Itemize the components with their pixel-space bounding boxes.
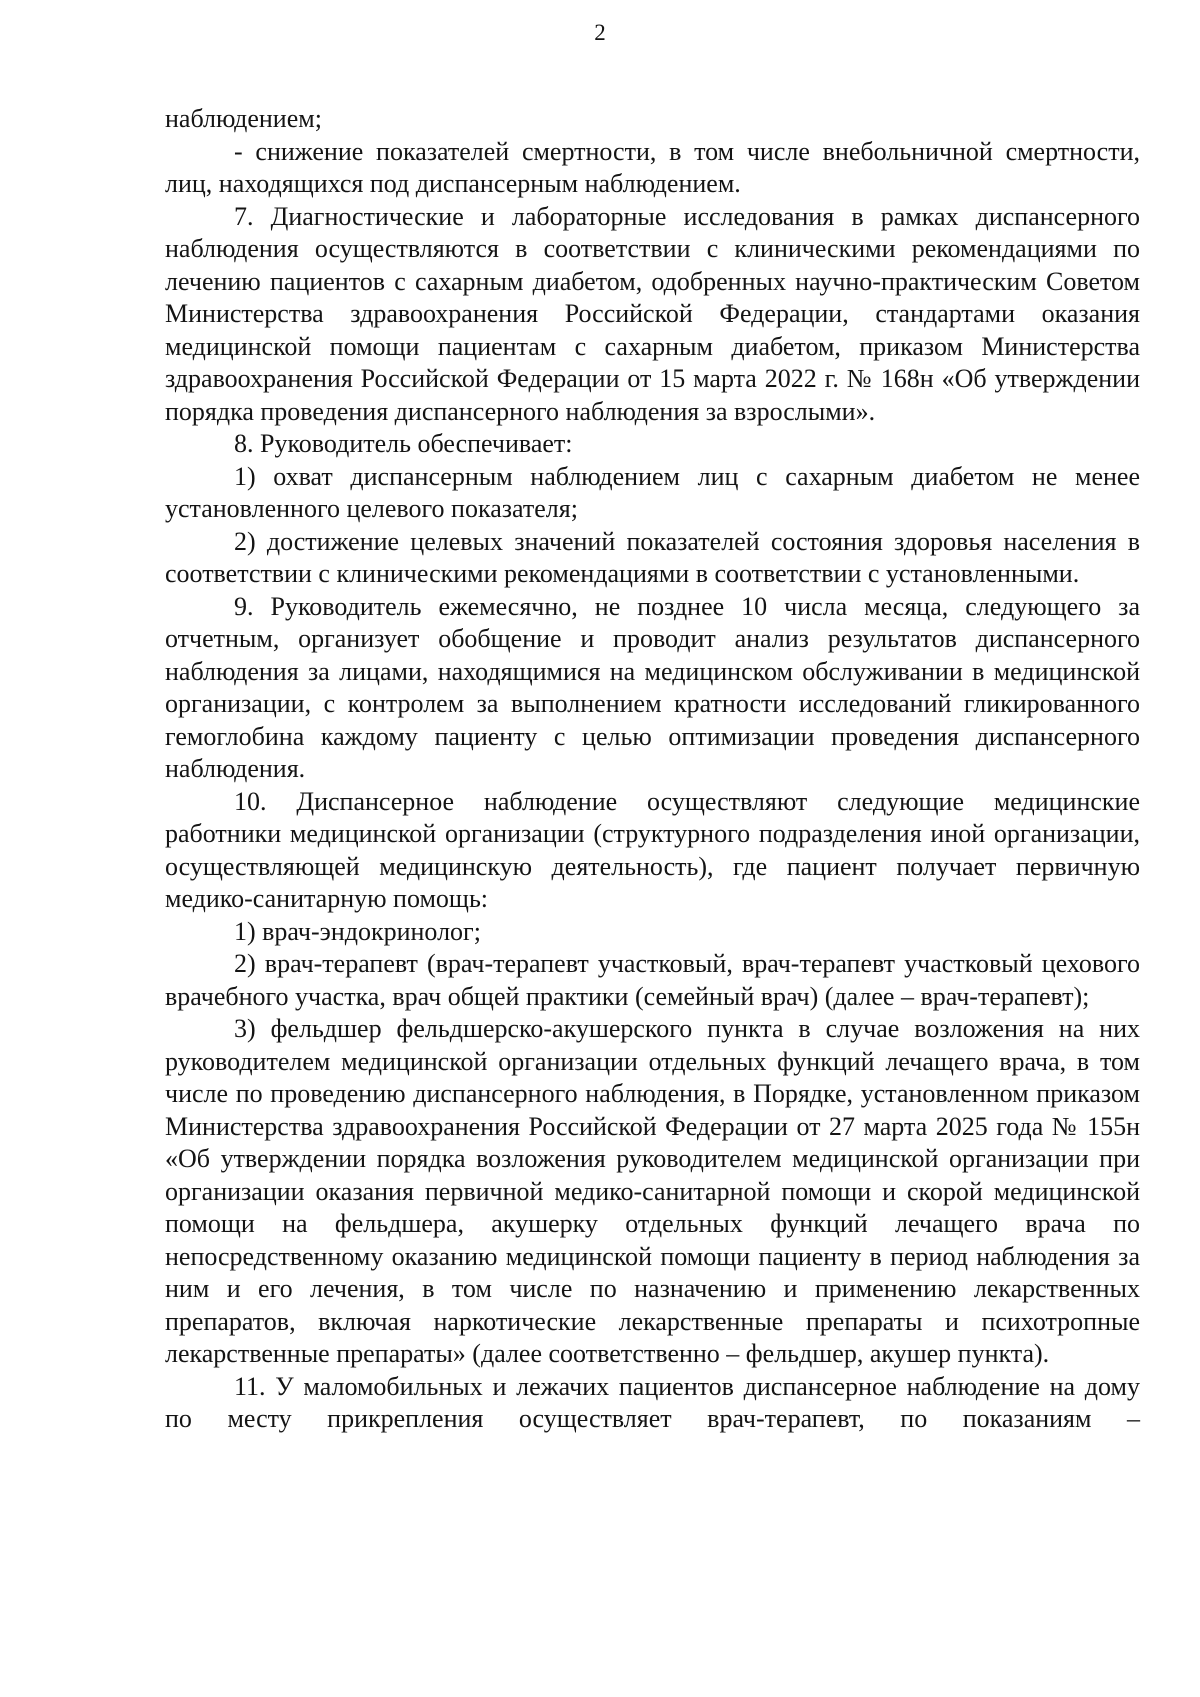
- page-number: 2: [594, 20, 606, 45]
- paragraph-item-7: 7. Диагностические и лабораторные исследования в рамках диспансерного наблюдения осуществляются в соответствии с клиническими рекомендациями по лечению пациентов с сахарным диабетом, одобренных научно-практическим Советом Министерства здравоохранения Российской Федерации, стандартами оказания медицинской помощи пациентам с сахарным диабетом, приказом Министерства здравоохранения Российской Федерации от 15 марта 2022 г. № 168н «Об утверждении порядка проведения диспансерного наблюдения за взрослыми».: [165, 201, 1140, 426]
- paragraph-item-9: 9. Руководитель ежемесячно, не позднее 10 числа месяца, следующего за отчетным, организует обобщение и проводит анализ результатов диспансерного наблюдения за лицами, находящимися на медицинском обслуживании в медицинской организации, с контролем за выполнением кратности исследований гликированного гемоглобина каждому пациенту с целью оптимизации проведения диспансерного наблюдения.: [165, 591, 1140, 783]
- paragraph-item-10-3: 3) фельдшер фельдшерско-акушерского пункта в случае возложения на них руководителем медицинской организации отдельных функций лечащего врача, в том числе по проведению диспансерного наблюдения, в Порядке, установленном приказом Министерства здравоохранения Российской Федерации от 27 марта 2025 года № 155н «Об утверждении порядка возложения руководителем медицинской организации при организации оказания первичной медико-санитарной помощи и скорой медицинской помощи на фельдшера, акушерку отдельных функций лечащего врача по непосредственному оказанию медицинской помощи пациенту в период наблюдения за ним и его лечения, в том числе по назначению и применению лекарственных препаратов, включая наркотические лекарственные препараты и психотропные лекарственные препараты» (далее соответственно – фельдшер, акушер пункта).: [165, 1014, 1140, 1368]
- paragraph-item-8-1: 1) охват диспансерным наблюдением лиц с сахарным диабетом не менее установленного целевого показателя;: [165, 461, 1140, 523]
- paragraph-item-10-2: 2) врач-терапевт (врач-терапевт участковый, врач-терапевт участковый цехового врачебного участка, врач общей практики (семейный врач) (далее – врач-терапевт);: [165, 949, 1140, 1011]
- paragraph-item-8: 8. Руководитель обеспечивает:: [234, 429, 573, 458]
- paragraph-continuation: наблюдением;: [165, 104, 322, 133]
- paragraph-item-10-1: 1) врач-эндокринолог;: [234, 916, 481, 946]
- paragraph-mortality-reduction: - снижение показателей смертности, в том числе внебольничной смертности, лиц, находящихся под диспансерным наблюдением.: [165, 136, 1140, 198]
- paragraph-item-11: 11. У маломобильных и лежачих пациентов диспансерное наблюдение на дому по месту прикрепления осуществляет врач-терапевт, по показаниям –: [165, 1371, 1140, 1433]
- paragraph-item-8-2: 2) достижение целевых значений показателей состояния здоровья населения в соответствии с клиническими рекомендациями в соответствии с установленными.: [165, 526, 1140, 588]
- paragraph-item-10: 10. Диспансерное наблюдение осуществляют следующие медицинские работники медицинской организации (структурного подразделения иной организации, осуществляющей медицинскую деятельность), где пациент получает первичную медико-санитарную помощь:: [165, 786, 1140, 913]
- document-body: [165, 103, 1140, 1436]
